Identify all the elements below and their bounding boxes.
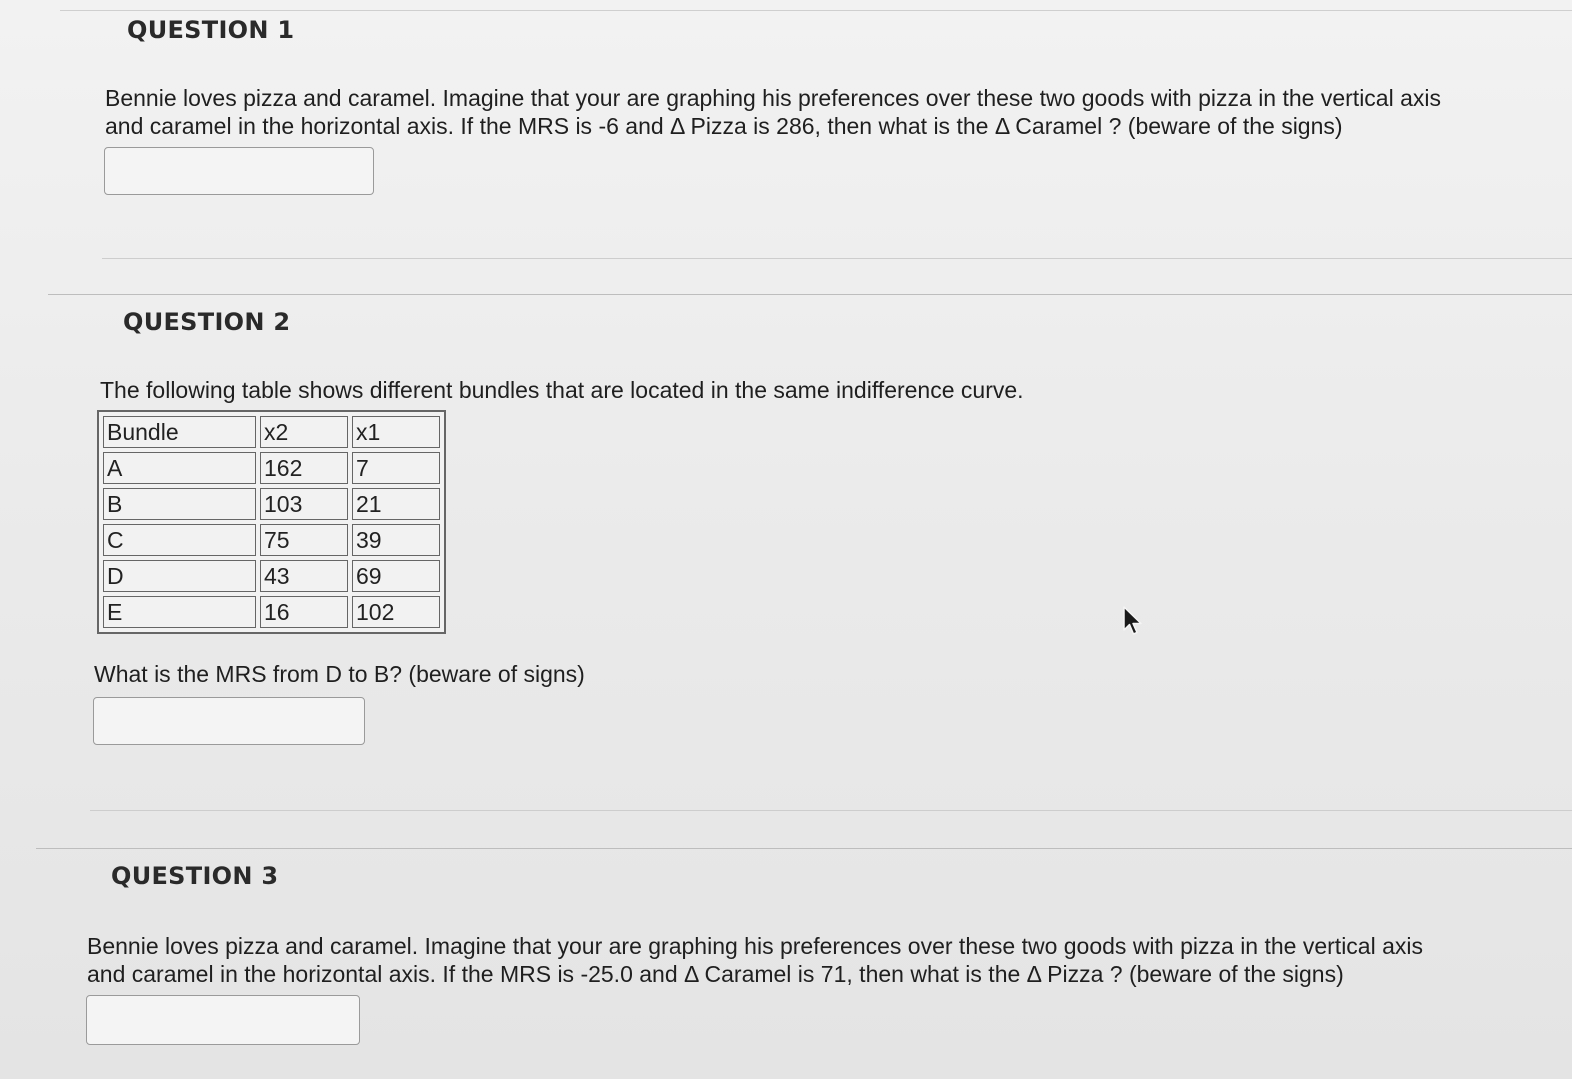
table-header-bundle: Bundle bbox=[103, 416, 256, 448]
table-cell-x2: 43 bbox=[260, 560, 348, 592]
question-2-inner-divider bbox=[90, 810, 1572, 811]
table-cell-x1: 102 bbox=[352, 596, 440, 628]
question-3-title: QUESTION 3 bbox=[111, 862, 279, 890]
question-2-answer-input[interactable] bbox=[93, 697, 365, 745]
table-row bbox=[103, 560, 440, 592]
question-1-text-line-2: and caramel in the horizontal axis. If the MRS is -6 and Δ Pizza is 286, then what is the Δ Caramel ? (beware of the signs) bbox=[105, 113, 1343, 139]
table-cell-x1: 21 bbox=[352, 488, 440, 520]
table-cell-x1: 7 bbox=[352, 452, 440, 484]
question-2-intro: The following table shows different bundles that are located in the same indifference curve. bbox=[100, 377, 1024, 403]
table-cell-x2: 103 bbox=[260, 488, 348, 520]
question-1-section-divider bbox=[48, 294, 1572, 295]
question-3-text-line-2: and caramel in the horizontal axis. If the MRS is -25.0 and Δ Caramel is 71, then what is the Δ Pizza ? (beware of the signs) bbox=[87, 961, 1344, 987]
table-header-x1: x1 bbox=[352, 416, 440, 448]
top-divider bbox=[60, 10, 1572, 11]
table-header-row bbox=[103, 416, 440, 448]
bundles-table bbox=[97, 410, 446, 634]
question-2-section-divider bbox=[36, 848, 1572, 849]
mouse-pointer-icon bbox=[1122, 606, 1144, 638]
question-3-answer-input[interactable] bbox=[86, 995, 360, 1045]
question-2-title: QUESTION 2 bbox=[123, 308, 291, 336]
table-cell-bundle: E bbox=[103, 596, 256, 628]
question-1-text-line-1: Bennie loves pizza and caramel. Imagine that your are graphing his preferences over these two goods with pizza in the vertical axis bbox=[105, 85, 1441, 111]
table-cell-x2: 75 bbox=[260, 524, 348, 556]
table-row bbox=[103, 596, 440, 628]
question-1-answer-input[interactable] bbox=[104, 147, 374, 195]
table-cell-x2: 16 bbox=[260, 596, 348, 628]
table-cell-x1: 69 bbox=[352, 560, 440, 592]
table-row bbox=[103, 524, 440, 556]
table-cell-bundle: C bbox=[103, 524, 256, 556]
table-row bbox=[103, 452, 440, 484]
question-1-inner-divider bbox=[102, 258, 1572, 259]
table-cell-bundle: A bbox=[103, 452, 256, 484]
question-2-prompt: What is the MRS from D to B? (beware of signs) bbox=[94, 661, 585, 687]
question-1-title: QUESTION 1 bbox=[127, 16, 295, 44]
table-row bbox=[103, 488, 440, 520]
table-cell-bundle: B bbox=[103, 488, 256, 520]
question-3-text-line-1: Bennie loves pizza and caramel. Imagine that your are graphing his preferences over these two goods with pizza in the vertical axis bbox=[87, 933, 1423, 959]
table-cell-x1: 39 bbox=[352, 524, 440, 556]
table-cell-bundle: D bbox=[103, 560, 256, 592]
table-cell-x2: 162 bbox=[260, 452, 348, 484]
table-header-x2: x2 bbox=[260, 416, 348, 448]
